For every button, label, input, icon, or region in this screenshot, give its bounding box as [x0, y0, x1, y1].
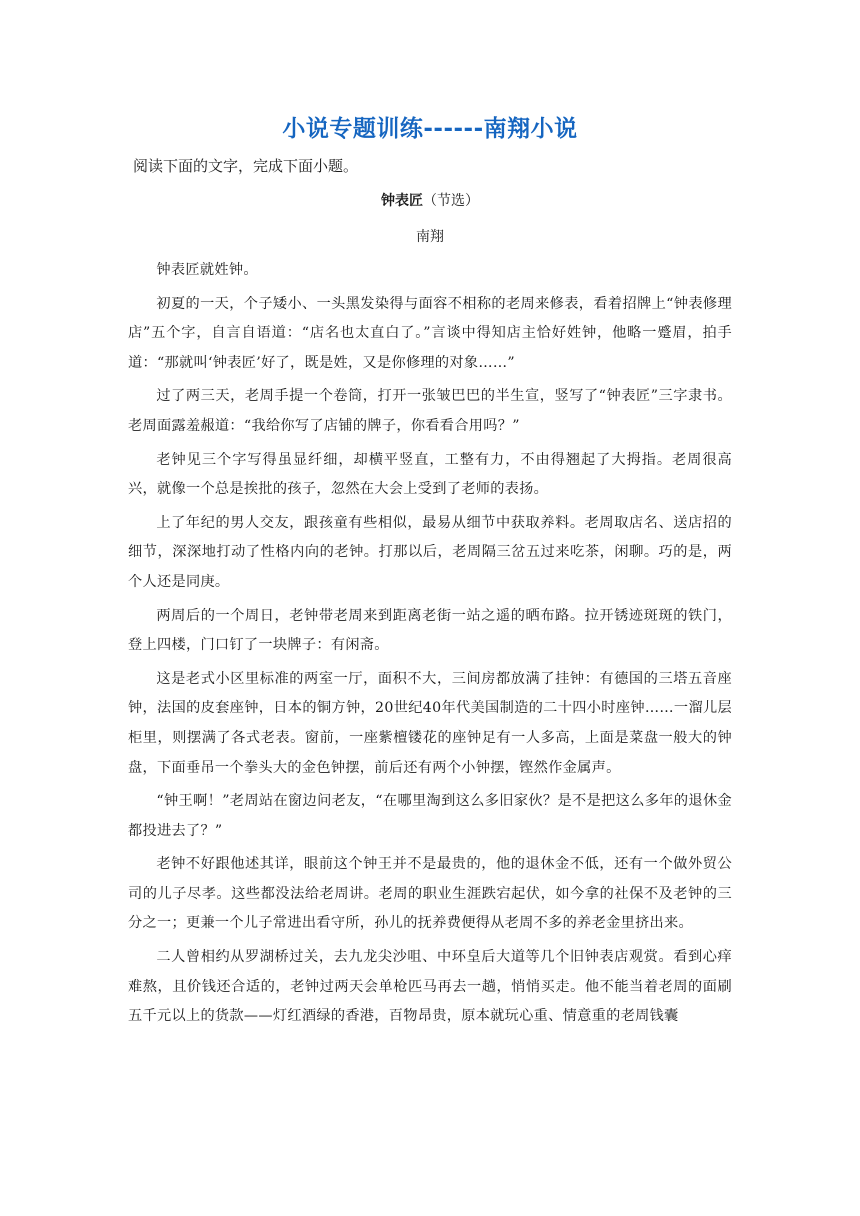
paragraph: “钟王啊！”老周站在窗边问老友，“在哪里淘到这么多旧家伙？是不是把这么多年的退休金都投进去了？” — [128, 793, 732, 839]
paragraph: 钟表匠就姓钟。 — [156, 262, 258, 278]
story-title-main: 钟表匠 — [381, 193, 423, 209]
document-title: 小说专题训练------南翔小说 — [282, 116, 578, 142]
paragraph: 初夏的一天，个子矮小、一头黑发染得与面容不相称的老周来修表，看着招牌上“钟表修理店”五个字，自言自语道：“店名也太直白了。”言谈中得知店主恰好姓钟，他略一蹙眉，拍手道：“那就叫‘钟表匠’好了，既是姓，又是你修理的对象……” — [128, 295, 732, 371]
paragraph: 两周后的一个周日，老钟带老周来到距离老街一站之遥的晒布路。拉开锈迹斑斑的铁门，登上四楼，门口钉了一块牌子：有闲斋。 — [128, 607, 732, 654]
instruction-text: 阅读下面的文字，完成下面小题。 — [133, 157, 359, 175]
story-title — [0, 190, 860, 210]
paragraph: 这是老式小区里标准的两室一厅，面积不大，三间房都放满了挂钟：有德国的三塔五音座钟，法国的皮套座钟，日本的铜方钟，20世纪40年代美国制造的二十四小时座钟……一溜儿层柜里，则摆满了各式老表。窗前，一座紫檀镂花的座钟足有一人多高，上面是菜盘一般大的钟盘，下面垂吊一个拳头大的金色钟摆，前后还有两个小钟摆，铿然作金属声。 — [128, 670, 732, 776]
paragraph: 上了年纪的男人交友，跟孩童有些相似，最易从细节中获取养料。老周取店名、送店招的细节，深深地打动了性格内向的老钟。打那以后，老周隔三岔五过来吃茶，闲聊。巧的是，两个人还是同庚。 — [128, 514, 732, 590]
paragraph: 老钟见三个字写得虽显纤细，却横平竖直，工整有力，不由得翘起了大拇指。老周很高兴，就像一个总是挨批的孩子，忽然在大会上受到了老师的表扬。 — [128, 451, 732, 498]
story-title-note: （节选） — [423, 193, 479, 209]
paragraph: 过了两三天，老周手提一个卷筒，打开一张皱巴巴的半生宣，竖写了“钟表匠”三字隶书。老周面露羞赧道：“我给你写了店铺的牌子，你看看合用吗？” — [128, 388, 732, 434]
paragraph: 老钟不好跟他述其详，眼前这个钟王并不是最贵的，他的退休金不低，还有一个做外贸公司的儿子尽孝。这些都没法给老周讲。老周的职业生涯跌宕起伏，如今拿的社保不及老钟的三分之一；更兼一个儿子常进出看守所，孙儿的抚养费便得从老周不多的养老金里挤出来。 — [128, 856, 732, 932]
paragraph: 二人曾相约从罗湖桥过关，去九龙尖沙咀、中环皇后大道等几个旧钟表店观赏。看到心痒难熬，且价钱还合适的，老钟过两天会单枪匹马再去一趟，悄悄买走。他不能当着老周的面刷五千元以上的货款——灯红酒绿的香港，百物昂贵，原本就玩心重、情意重的老周钱囊 — [128, 949, 732, 1025]
story-author: 南翔 — [416, 229, 444, 245]
story-body — [128, 256, 732, 1036]
